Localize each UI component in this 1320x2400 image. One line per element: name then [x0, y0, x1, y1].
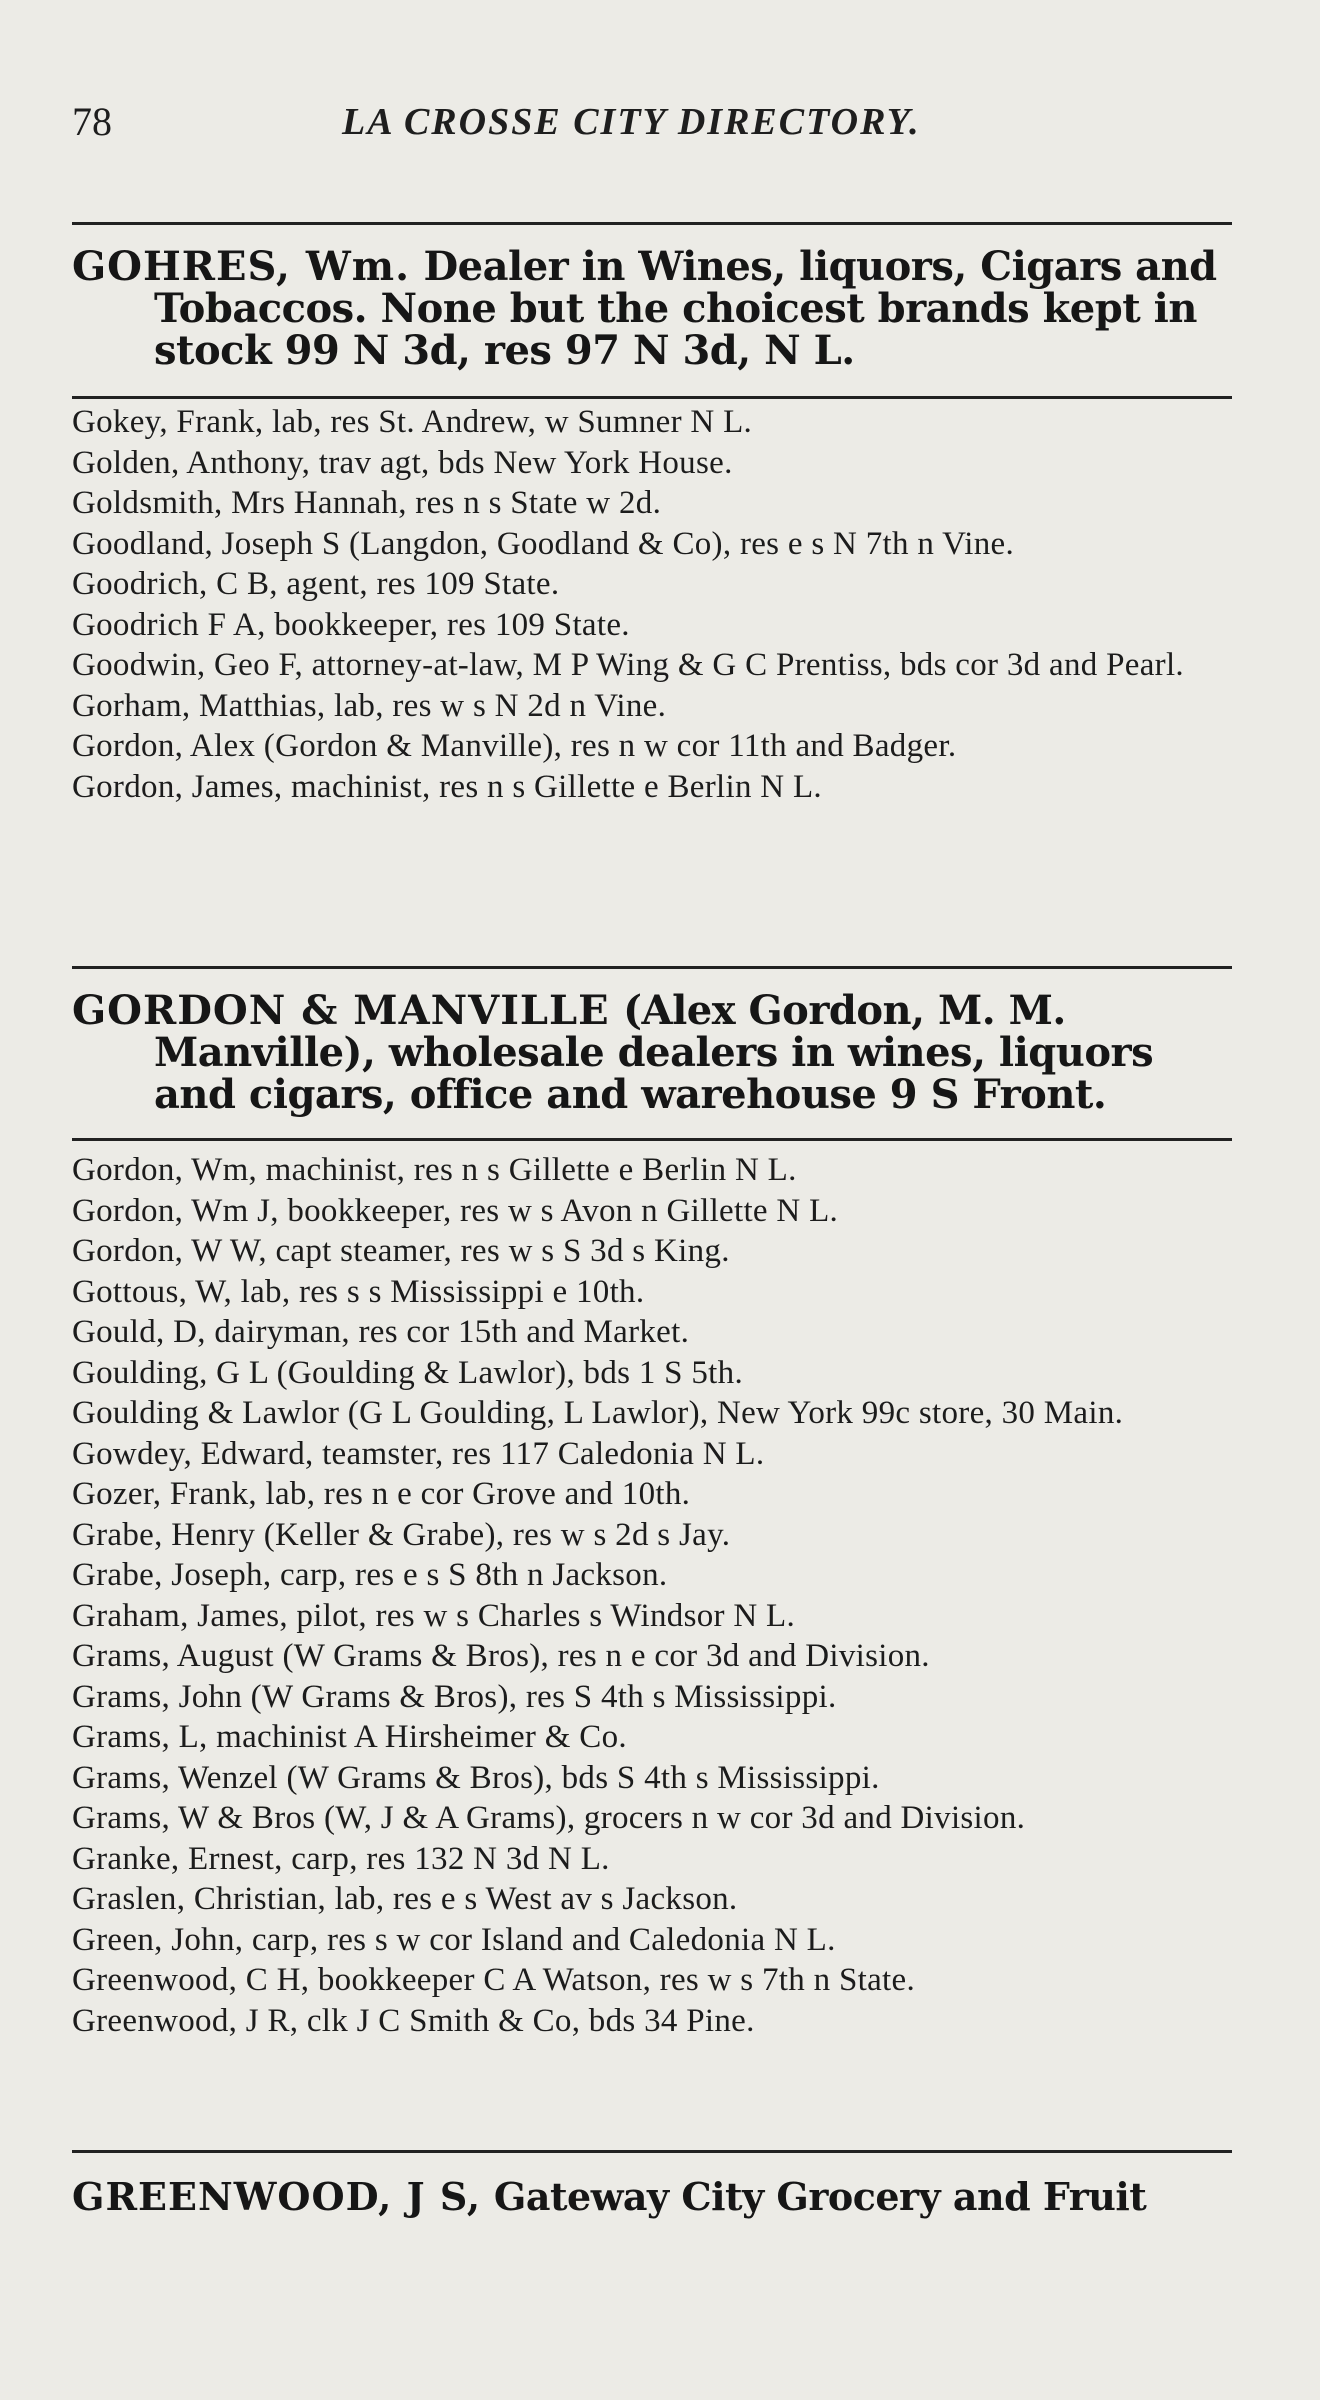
- directory-entry: Graham, James, pilot, res w s Charles s Windsor N L.: [72, 1597, 796, 1634]
- directory-entry: Gowdey, Edward, teamster, res 117 Caledonia N L.: [72, 1435, 765, 1472]
- advertisement-gohres: [72, 243, 1232, 374]
- ad-lead: GORDON & MANVILLE: [72, 987, 610, 1034]
- directory-entry: Gordon, James, machinist, res n s Gillette e Berlin N L.: [72, 768, 822, 805]
- ad-lead: GREENWOOD, J S,: [72, 2174, 482, 2219]
- directory-entry: Gould, D, dairyman, res cor 15th and Market.: [72, 1314, 690, 1350]
- divider-rule: [72, 1138, 1232, 1141]
- directory-entry: Golden, Anthony, trav agt, bds New York House.: [72, 444, 733, 481]
- divider-rule: [72, 966, 1232, 969]
- divider-rule: [72, 2150, 1232, 2153]
- directory-entry: Grams, W & Bros (W, J & A Grams), grocers n w cor 3d and Division.: [72, 1800, 1026, 1836]
- advertisement-gordon-manville: [72, 987, 1232, 1118]
- directory-entry: Grabe, Henry (Keller & Grabe), res w s 2d s Jay.: [72, 1516, 731, 1553]
- ad-body: Dealer in Wines, liquors, Cigars and Tobaccos. None but the choicest brands kept in stock 99 N 3d, res 97 N 3d, N L.: [154, 243, 1217, 374]
- running-head: [72, 92, 1232, 152]
- directory-entry: Grams, L, machinist A Hirsheimer & Co.: [72, 1719, 627, 1755]
- directory-entry: Grams, August (W Grams & Bros), res n e cor 3d and Division.: [72, 1638, 930, 1674]
- directory-entry: Graslen, Christian, lab, res e s West av s Jackson.: [72, 1881, 738, 1917]
- directory-entry: Gordon, Wm J, bookkeeper, res w s Avon n Gillette N L.: [72, 1192, 839, 1229]
- ad-lead: GOHRES, Wm.: [72, 243, 411, 290]
- directory-entries-block-1: [72, 402, 1242, 807]
- ad-body: Gateway City Grocery and Fruit: [493, 2174, 1147, 2219]
- divider-rule: [72, 396, 1232, 399]
- divider-rule: [72, 222, 1232, 225]
- directory-entry: Gordon, Alex (Gordon & Manville), res n w cor 11th and Badger.: [72, 728, 957, 764]
- directory-entry: Grabe, Joseph, carp, res e s S 8th n Jackson.: [72, 1557, 668, 1593]
- directory-entry: Goodrich, C B, agent, res 109 State.: [72, 566, 560, 602]
- directory-entry: Goodrich F A, bookkeeper, res 109 State.: [72, 606, 630, 643]
- directory-entry: Green, John, carp, res s w cor Island and Caledonia N L.: [72, 1921, 836, 1958]
- directory-entries-block-2: [72, 1150, 1242, 2041]
- directory-entry: Gordon, W W, capt steamer, res w s S 3d s King.: [72, 1233, 730, 1269]
- directory-entry: Greenwood, C H, bookkeeper C A Watson, res w s 7th n State.: [72, 1962, 915, 1998]
- ad-text: [72, 987, 1232, 1118]
- ad-body: (Alex Gordon, M. M. Manville), wholesale dealers in wines, liquors and cigars, office and warehouse 9 S Front.: [154, 987, 1154, 1118]
- ad-text: [72, 243, 1232, 374]
- directory-entry: Greenwood, J R, clk J C Smith & Co, bds 34 Pine.: [72, 2002, 755, 2039]
- directory-entry: Goulding, G L (Goulding & Lawlor), bds 1 S 5th.: [72, 1354, 744, 1391]
- directory-entry: Grams, John (W Grams & Bros), res S 4th s Mississippi.: [72, 1678, 837, 1715]
- page-number: 78: [72, 99, 112, 144]
- advertisement-greenwood: [72, 2176, 1232, 2218]
- directory-entry: Gordon, Wm, machinist, res n s Gillette e Berlin N L.: [72, 1152, 797, 1188]
- directory-entry: Goodwin, Geo F, attorney-at-law, M P Wing & G C Prentiss, bds cor 3d and Pearl.: [72, 647, 1184, 683]
- directory-entry: Gokey, Frank, lab, res St. Andrew, w Sumner N L.: [72, 404, 753, 440]
- running-title: LA CROSSE CITY DIRECTORY.: [342, 101, 921, 143]
- directory-entry: Granke, Ernest, carp, res 132 N 3d N L.: [72, 1840, 610, 1877]
- directory-entry: Grams, Wenzel (W Grams & Bros), bds S 4th s Mississippi.: [72, 1759, 880, 1796]
- directory-entry: Goodland, Joseph S (Langdon, Goodland & Co), res e s N 7th n Vine.: [72, 525, 1015, 562]
- directory-entry: Gorham, Matthias, lab, res w s N 2d n Vine.: [72, 687, 667, 724]
- directory-entry: Goulding & Lawlor (G L Goulding, L Lawlor), New York 99c store, 30 Main.: [72, 1395, 1124, 1431]
- directory-entry: Goldsmith, Mrs Hannah, res n s State w 2d.: [72, 485, 662, 521]
- directory-entry: Gozer, Frank, lab, res n e cor Grove and 10th.: [72, 1476, 691, 1512]
- directory-entry: Gottous, W, lab, res s s Mississippi e 10th.: [72, 1273, 645, 1310]
